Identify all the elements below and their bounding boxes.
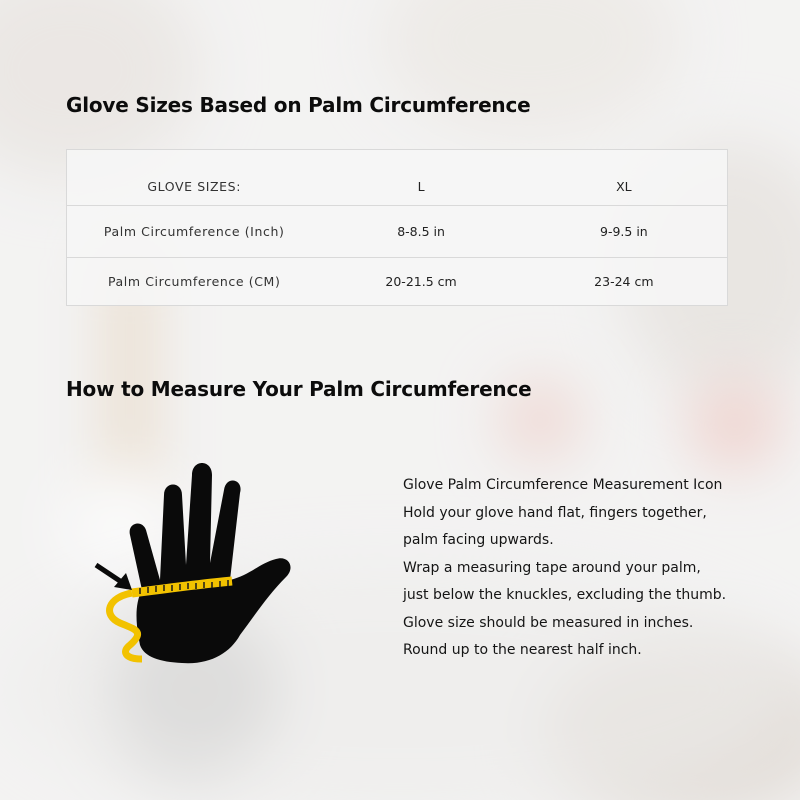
instruction-line: Hold your glove hand flat, fingers together, — [403, 504, 707, 521]
table-header-cell: L — [321, 150, 520, 206]
table-row — [67, 258, 728, 306]
arrow-icon — [96, 565, 132, 590]
instruction-line: just below the knuckles, excluding the thumb. — [403, 587, 727, 603]
sizes-heading: Glove Sizes Based on Palm Circumference — [66, 93, 531, 117]
table-cell: 20-21.5 cm — [385, 274, 457, 289]
table-cell: Palm Circumference (Inch) — [67, 206, 322, 258]
instruction-line: Wrap a measuring tape around your palm, — [403, 559, 701, 576]
table-header-row — [67, 150, 728, 206]
hand-measuring-tape-icon — [90, 455, 330, 675]
measure-heading: How to Measure Your Palm Circumference — [66, 377, 532, 401]
table-cell: 23-24 cm — [594, 274, 654, 289]
hand-icon — [130, 463, 291, 663]
table-cell: 9-9.5 in — [521, 206, 728, 258]
table-cell: Palm Circumference (CM) — [107, 274, 281, 289]
instruction-title: Glove Palm Circumference Measurement Icon — [403, 477, 723, 493]
glove-size-table — [66, 149, 728, 306]
instruction-line: Round up to the nearest half inch. — [403, 642, 642, 658]
table-cell: 8-8.5 in — [321, 206, 520, 258]
measurement-instructions — [403, 472, 726, 665]
table-header-cell: XL — [521, 150, 728, 206]
table-header-cell: GLOVE SIZES: — [67, 150, 322, 206]
instruction-line: Glove size should be measured in inches. — [403, 614, 694, 631]
table-row — [67, 206, 728, 258]
instruction-line: palm facing upwards. — [403, 532, 554, 548]
